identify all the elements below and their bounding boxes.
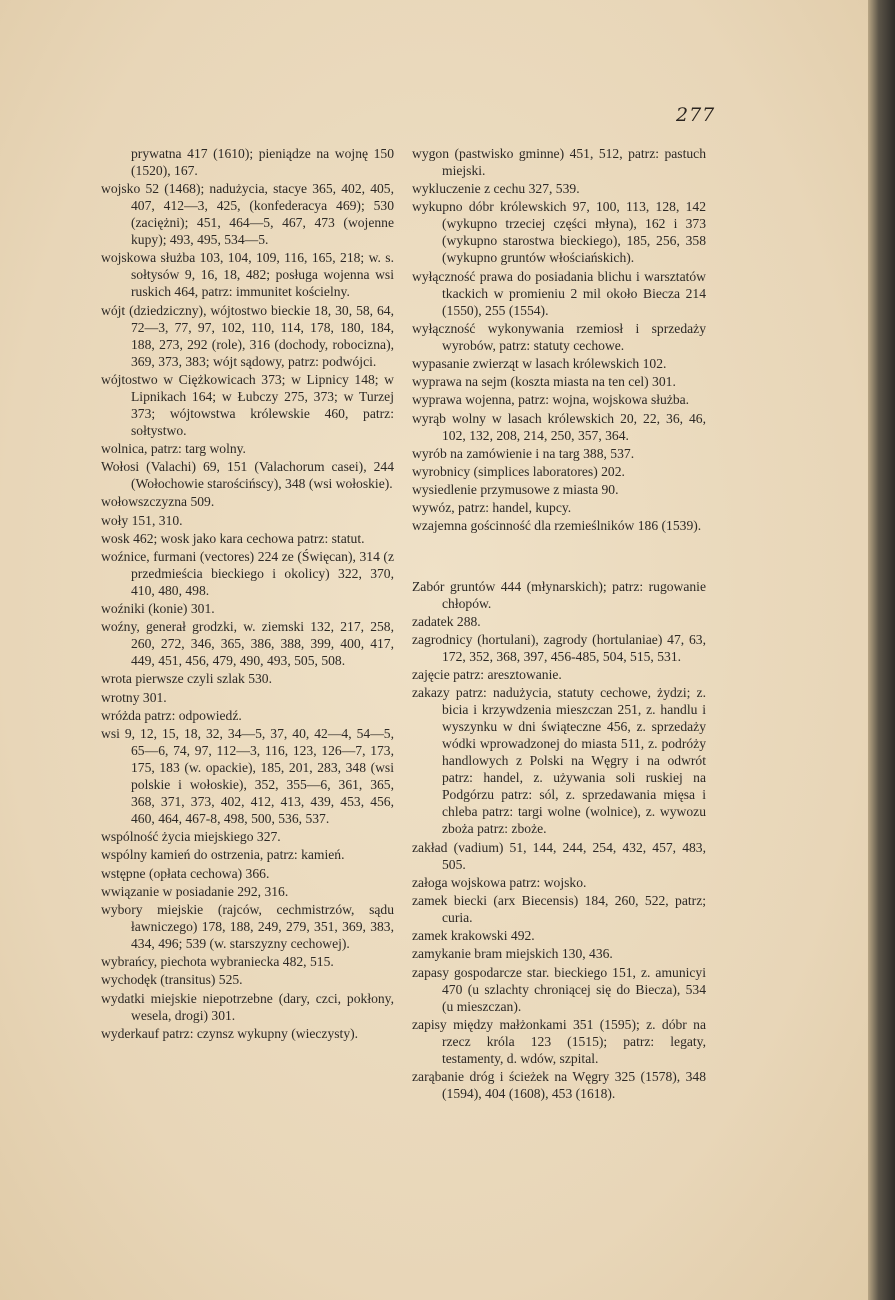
- index-entry: zapisy między małżonkami 351 (1595); z. dóbr na rzecz króla 123 (1515); patrz: legaty, testamenty, d. wdów, szpital.: [412, 1016, 706, 1066]
- index-entry: załoga wojskowa patrz: wojsko.: [412, 874, 587, 890]
- index-entry: wywóz, patrz: handel, kupcy.: [412, 500, 572, 516]
- index-entry: zadatek 288.: [412, 613, 481, 629]
- index-entry: wwiązanie w posiadanie 292, 316.: [101, 883, 289, 899]
- page-edge-shadow: [868, 0, 895, 1300]
- index-entry: woźny, generał grodzki, w. ziemski 132, 217, 258, 260, 272, 346, 365, 386, 388, 399, 400, 417, 449, 451, 456, 479, 490, 493, 505, 508.: [101, 619, 394, 669]
- index-entry: wyrób na zamówienie i na targ 388, 537.: [412, 445, 635, 461]
- index-entry: wołowszczyzna 509.: [101, 494, 215, 510]
- index-entry: zarąbanie dróg i ścieżek na Węgry 325 (1578), 348 (1594), 404 (1608), 453 (1618).: [412, 1068, 706, 1101]
- section-gap: [412, 536, 706, 578]
- index-entry: wróżda patrz: odpowiedź.: [101, 707, 242, 723]
- index-entry: zapasy gospodarcze star. bieckiego 151, z. amunicyi 470 (u szlachty chroniącej się do Biecza), 534 (u mieszczan).: [412, 964, 706, 1014]
- index-entry: zakazy patrz: nadużycia, statuty cechowe, żydzi; z. bicia i krzywdzenia mieszczan 251, z. handlu i wyszynku w dni świąteczne 456, z. sprzedaży wódki wprowadzonej do miasta 511, z. podróży handlowych z Polski na Węgry i na odwrót patrz: handel, z. używania soli ruskiej na Podgórzu patrz: sól, z. sprzedawania mięsa i chleba patrz: targi wolne (wolnice), z. wywozu zboża patrz: zboże.: [412, 685, 706, 837]
- index-entry: wyprawa wojenna, patrz: wojna, wojskowa służba.: [412, 392, 690, 408]
- index-entry: woźniki (konie) 301.: [101, 601, 215, 617]
- index-entry: wstępne (opłata cechowa) 366.: [101, 865, 270, 881]
- index-entry: zajęcie patrz: aresztowanie.: [412, 667, 562, 683]
- index-entry: wspólny kamień do ostrzenia, patrz: kamień.: [101, 847, 345, 863]
- page-number: 277: [676, 104, 716, 126]
- index-entry: wolnica, patrz: targ wolny.: [101, 440, 246, 456]
- index-entry: wyłączność wykonywania rzemiosł i sprzedaży wyrobów, patrz: statuty cechowe.: [412, 320, 706, 353]
- index-entry: wyprawa na sejm (koszta miasta na ten cel) 301.: [412, 374, 676, 390]
- index-entry: zamykanie bram miejskich 130, 436.: [412, 946, 613, 962]
- index-entry: zakład (vadium) 51, 144, 244, 254, 432, 457, 483, 505.: [412, 839, 706, 872]
- index-entry: zamek biecki (arx Biecensis) 184, 260, 522, patrz; curia.: [412, 892, 706, 925]
- index-entry: wsi 9, 12, 15, 18, 32, 34—5, 37, 40, 42—4, 54—5, 65—6, 74, 97, 112—3, 116, 123, 126—7, 173, 175, 183 (w. opackie), 185, 201, 283, 348 (wsi polskie i wołoskie), 352, 355—6, 361, 365, 368, 371, 373, 402, 412, 413, 439, 453, 456, 460, 464, 467-8, 498, 500, 536, 537.: [101, 726, 394, 826]
- index-entry: wosk 462; wosk jako kara cechowa patrz: statut.: [101, 530, 365, 546]
- index-entry: wykupno dóbr królewskich 97, 100, 113, 128, 142 (wykupno trzeciej części młyna), 162 i 373 (wykupno starostwa bieckiego), 185, 256, 358 (wykupno gruntów włościańskich).: [412, 199, 706, 266]
- index-entry: prywatna 417 (1610); pieniądze na wojnę 150 (1520), 167.: [131, 146, 394, 178]
- index-entry: wojsko 52 (1468); nadużycia, stacye 365, 402, 405, 407, 412—3, 425, (konfederacya 469); 530 (zaciężni); 451, 464—5, 467, 473 (wojenne kupy); 493, 495, 534—5.: [101, 181, 394, 248]
- index-entry: wyłączność prawa do posiadania blichu i warsztatów tkackich w promieniu 2 mil około Biecza 214 (1550), 255 (1554).: [412, 268, 706, 318]
- index-column-right: [412, 145, 706, 1103]
- index-entry: wydatki miejskie niepotrzebne (dary, czci, pokłony, wesela, drogi) 301.: [101, 990, 394, 1023]
- index-entry: woły 151, 310.: [101, 512, 183, 528]
- index-entry: wójtostwo w Ciężkowicach 373; w Lipnicy 148; w Lipnikach 164; w Łubczy 275, 373; w Turzej 373; wójtowstwa królewskie 460, patrz: sołtystwo.: [101, 371, 394, 438]
- index-entry: wygon (pastwisko gminne) 451, 512, patrz: pastuch miejski.: [412, 146, 706, 178]
- index-entry: wójt (dziedziczny), wójtostwo bieckie 18, 30, 58, 64, 72—3, 77, 97, 102, 110, 114, 178, 180, 184, 188, 273, 292 (role), 316 (dochody, robocizna), 369, 373, 383; wójt sądowy, patrz: podwójci.: [101, 302, 394, 369]
- index-entry: wyderkauf patrz: czynsz wykupny (wieczysty).: [101, 1025, 359, 1041]
- index-entry: wybory miejskie (rajców, cechmistrzów, sądu ławniczego) 178, 188, 249, 279, 351, 369, 383, 434, 496; 539 (w. starszyzny cechowej).: [101, 901, 394, 951]
- index-entry: wykluczenie z cechu 327, 539.: [412, 181, 580, 197]
- index-entry: wojskowa służba 103, 104, 109, 116, 165, 218; w. s. sołtysów 9, 16, 18, 482; posługa wojenna wsi ruskich 464, patrz: immunitet kościelny.: [101, 250, 394, 300]
- index-entry: wspólność życia miejskiego 327.: [101, 829, 281, 845]
- index-entry: wybrańcy, piechota wybraniecka 482, 515.: [101, 954, 334, 970]
- index-entry: wypasanie zwierząt w lasach królewskich 102.: [412, 355, 667, 371]
- index-entry: wychodęk (transitus) 525.: [101, 972, 243, 988]
- index-entry: zagrodnicy (hortulani), zagrody (hortulaniae) 47, 63, 172, 352, 368, 397, 456-485, 504, 515, 531.: [412, 632, 706, 664]
- index-entry: wrotny 301.: [101, 689, 167, 705]
- index-entry: woźnice, furmani (vectores) 224 ze (Święcan), 314 (z przedmieścia bieckiego i okolicy) 322, 370, 410, 480, 498.: [101, 548, 394, 598]
- index-entry: wyrąb wolny w lasach królewskich 20, 22, 36, 46, 102, 132, 208, 214, 250, 357, 364.: [412, 410, 706, 443]
- index-entry: zamek krakowski 492.: [412, 928, 535, 944]
- index-entry: wrota pierwsze czyli szlak 530.: [101, 671, 272, 687]
- index-entry: wysiedlenie przymusowe z miasta 90.: [412, 482, 619, 498]
- index-column-left: [101, 145, 394, 1043]
- index-entry: wzajemna gościnność dla rzemieślników 186 (1539).: [412, 518, 702, 534]
- index-entry: Zabór gruntów 444 (młynarskich); patrz: rugowanie chłopów.: [412, 578, 706, 611]
- index-entry: Wołosi (Valachi) 69, 151 (Valachorum casei), 244 (Wołochowie starościńscy), 348 (wsi wołoskie).: [101, 459, 394, 492]
- index-entry: wyrobnicy (simplices laboratores) 202.: [412, 463, 625, 479]
